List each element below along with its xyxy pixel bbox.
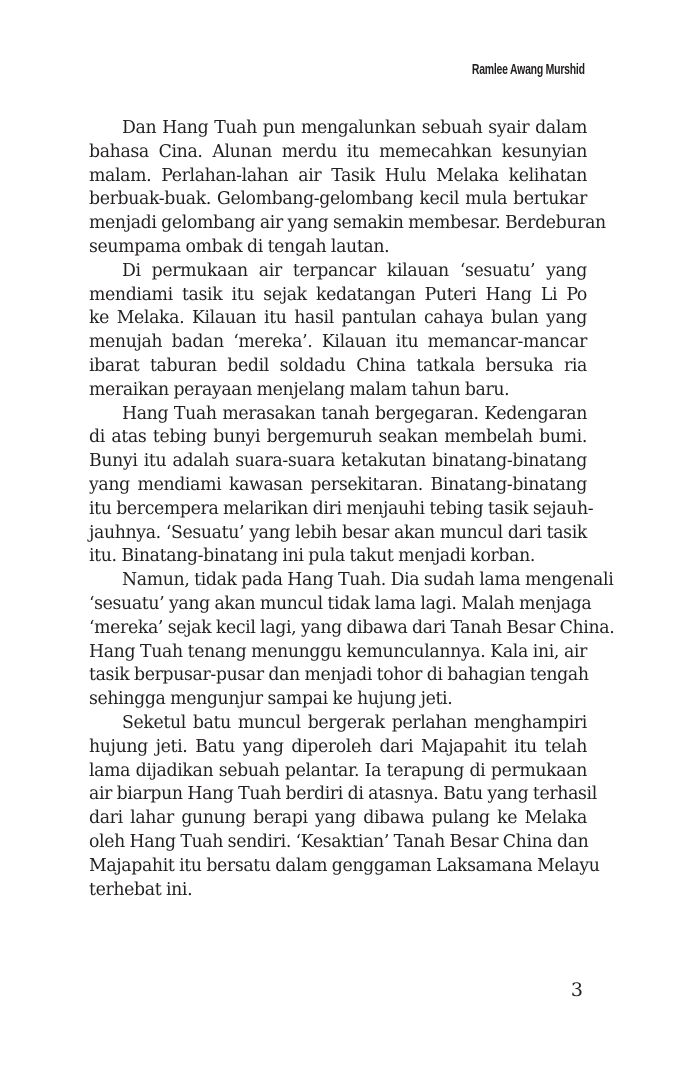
text-line: berbuak-buak. Gelombang-gelombang kecil mula bertukar (89, 189, 587, 210)
text-line: tasik berpusar-pusar dan menjadi tohor di bahagian tengah (89, 665, 589, 686)
paragraph (89, 569, 615, 712)
text-line: di atas tebing bunyi bergemuruh seakan membelah bumi. (89, 427, 587, 448)
text-line: Dan Hang Tuah pun mengalunkan sebuah syair dalam (122, 118, 587, 138)
running-header-author: Ramlee Awang Murshid (472, 62, 585, 78)
text-line: itu. Binatang-binatang ini pula takut menjadi korban. (89, 546, 536, 567)
text-line: air biarpun Hang Tuah berdiri di atasnya. Batu yang terhasil (89, 784, 597, 805)
text-line: yang mendiami kawasan persekitaran. Binatang-binatang (89, 474, 587, 495)
text-line: meraikan perayaan menjelang malam tahun baru. (89, 379, 510, 400)
text-line: hujung jeti. Batu yang diperoleh dari Majapahit itu telah (89, 736, 587, 757)
text-line: Majapahit itu bersatu dalam genggaman Laksamana Melayu (89, 855, 600, 876)
text-line: mendiami tasik itu sejak kedatangan Puteri Hang Li Po (89, 284, 587, 305)
text-line: malam. Perlahan-lahan air Tasik Hulu Melaka kelihatan (89, 165, 587, 186)
text-line: ke Melaka. Kilauan itu hasil pantulan cahaya bulan yang (89, 308, 587, 329)
text-line: ibarat taburan bedil soldadu China tatkala bersuka ria (89, 355, 587, 376)
text-line: jauhnya. ‘Sesuatu’ yang lebih besar akan muncul dari tasik (89, 522, 587, 543)
body-text (89, 117, 615, 902)
text-line: Namun, tidak pada Hang Tuah. Dia sudah lama mengenali (122, 570, 614, 591)
text-line: bahasa Cina. Alunan merdu itu memecahkan kesunyian (89, 141, 587, 162)
text-line: Seketul batu muncul bergerak perlahan menghampiri (122, 712, 587, 733)
text-line: Di permukaan air terpancar kilauan ‘sesuatu’ yang (122, 260, 587, 281)
paragraph (89, 403, 594, 570)
text-line: terhebat ini. (89, 879, 193, 900)
paragraph (89, 117, 606, 260)
text-line: lama dijadikan sebuah pelantar. Ia terapung di permukaan (89, 760, 587, 781)
text-line: ‘mereka’ sejak kecil lagi, yang dibawa dari Tanah Besar China. (89, 617, 615, 638)
text-line: seumpama ombak di tengah lautan. (89, 236, 390, 257)
text-line: Hang Tuah merasakan tanah bergegaran. Kedengaran (122, 403, 587, 424)
paragraph (89, 712, 600, 902)
page-number: 3 (570, 979, 583, 1001)
text-line: menjadi gelombang air yang semakin membesar. Berdeburan (89, 213, 606, 234)
text-line: itu bercempera melarikan diri menjauhi tebing tasik sejauh- (89, 498, 594, 519)
paragraph (89, 260, 587, 403)
text-line: Hang Tuah tenang menunggu kemunculannya. Kala ini, air (89, 641, 587, 662)
text-line: Bunyi itu adalah suara-suara ketakutan binatang-binatang (89, 451, 587, 472)
text-line: sehingga mengunjur sampai ke hujung jeti. (89, 689, 453, 710)
text-line: ‘sesuatu’ yang akan muncul tidak lama lagi. Malah menjaga (89, 593, 592, 614)
text-line: dari lahar gunung berapi yang dibawa pulang ke Melaka (89, 808, 587, 829)
text-line: menujah badan ‘mereka’. Kilauan itu memancar-mancar (89, 332, 587, 353)
text-line: oleh Hang Tuah sendiri. ‘Kesaktian’ Tanah Besar China dan (89, 831, 589, 852)
